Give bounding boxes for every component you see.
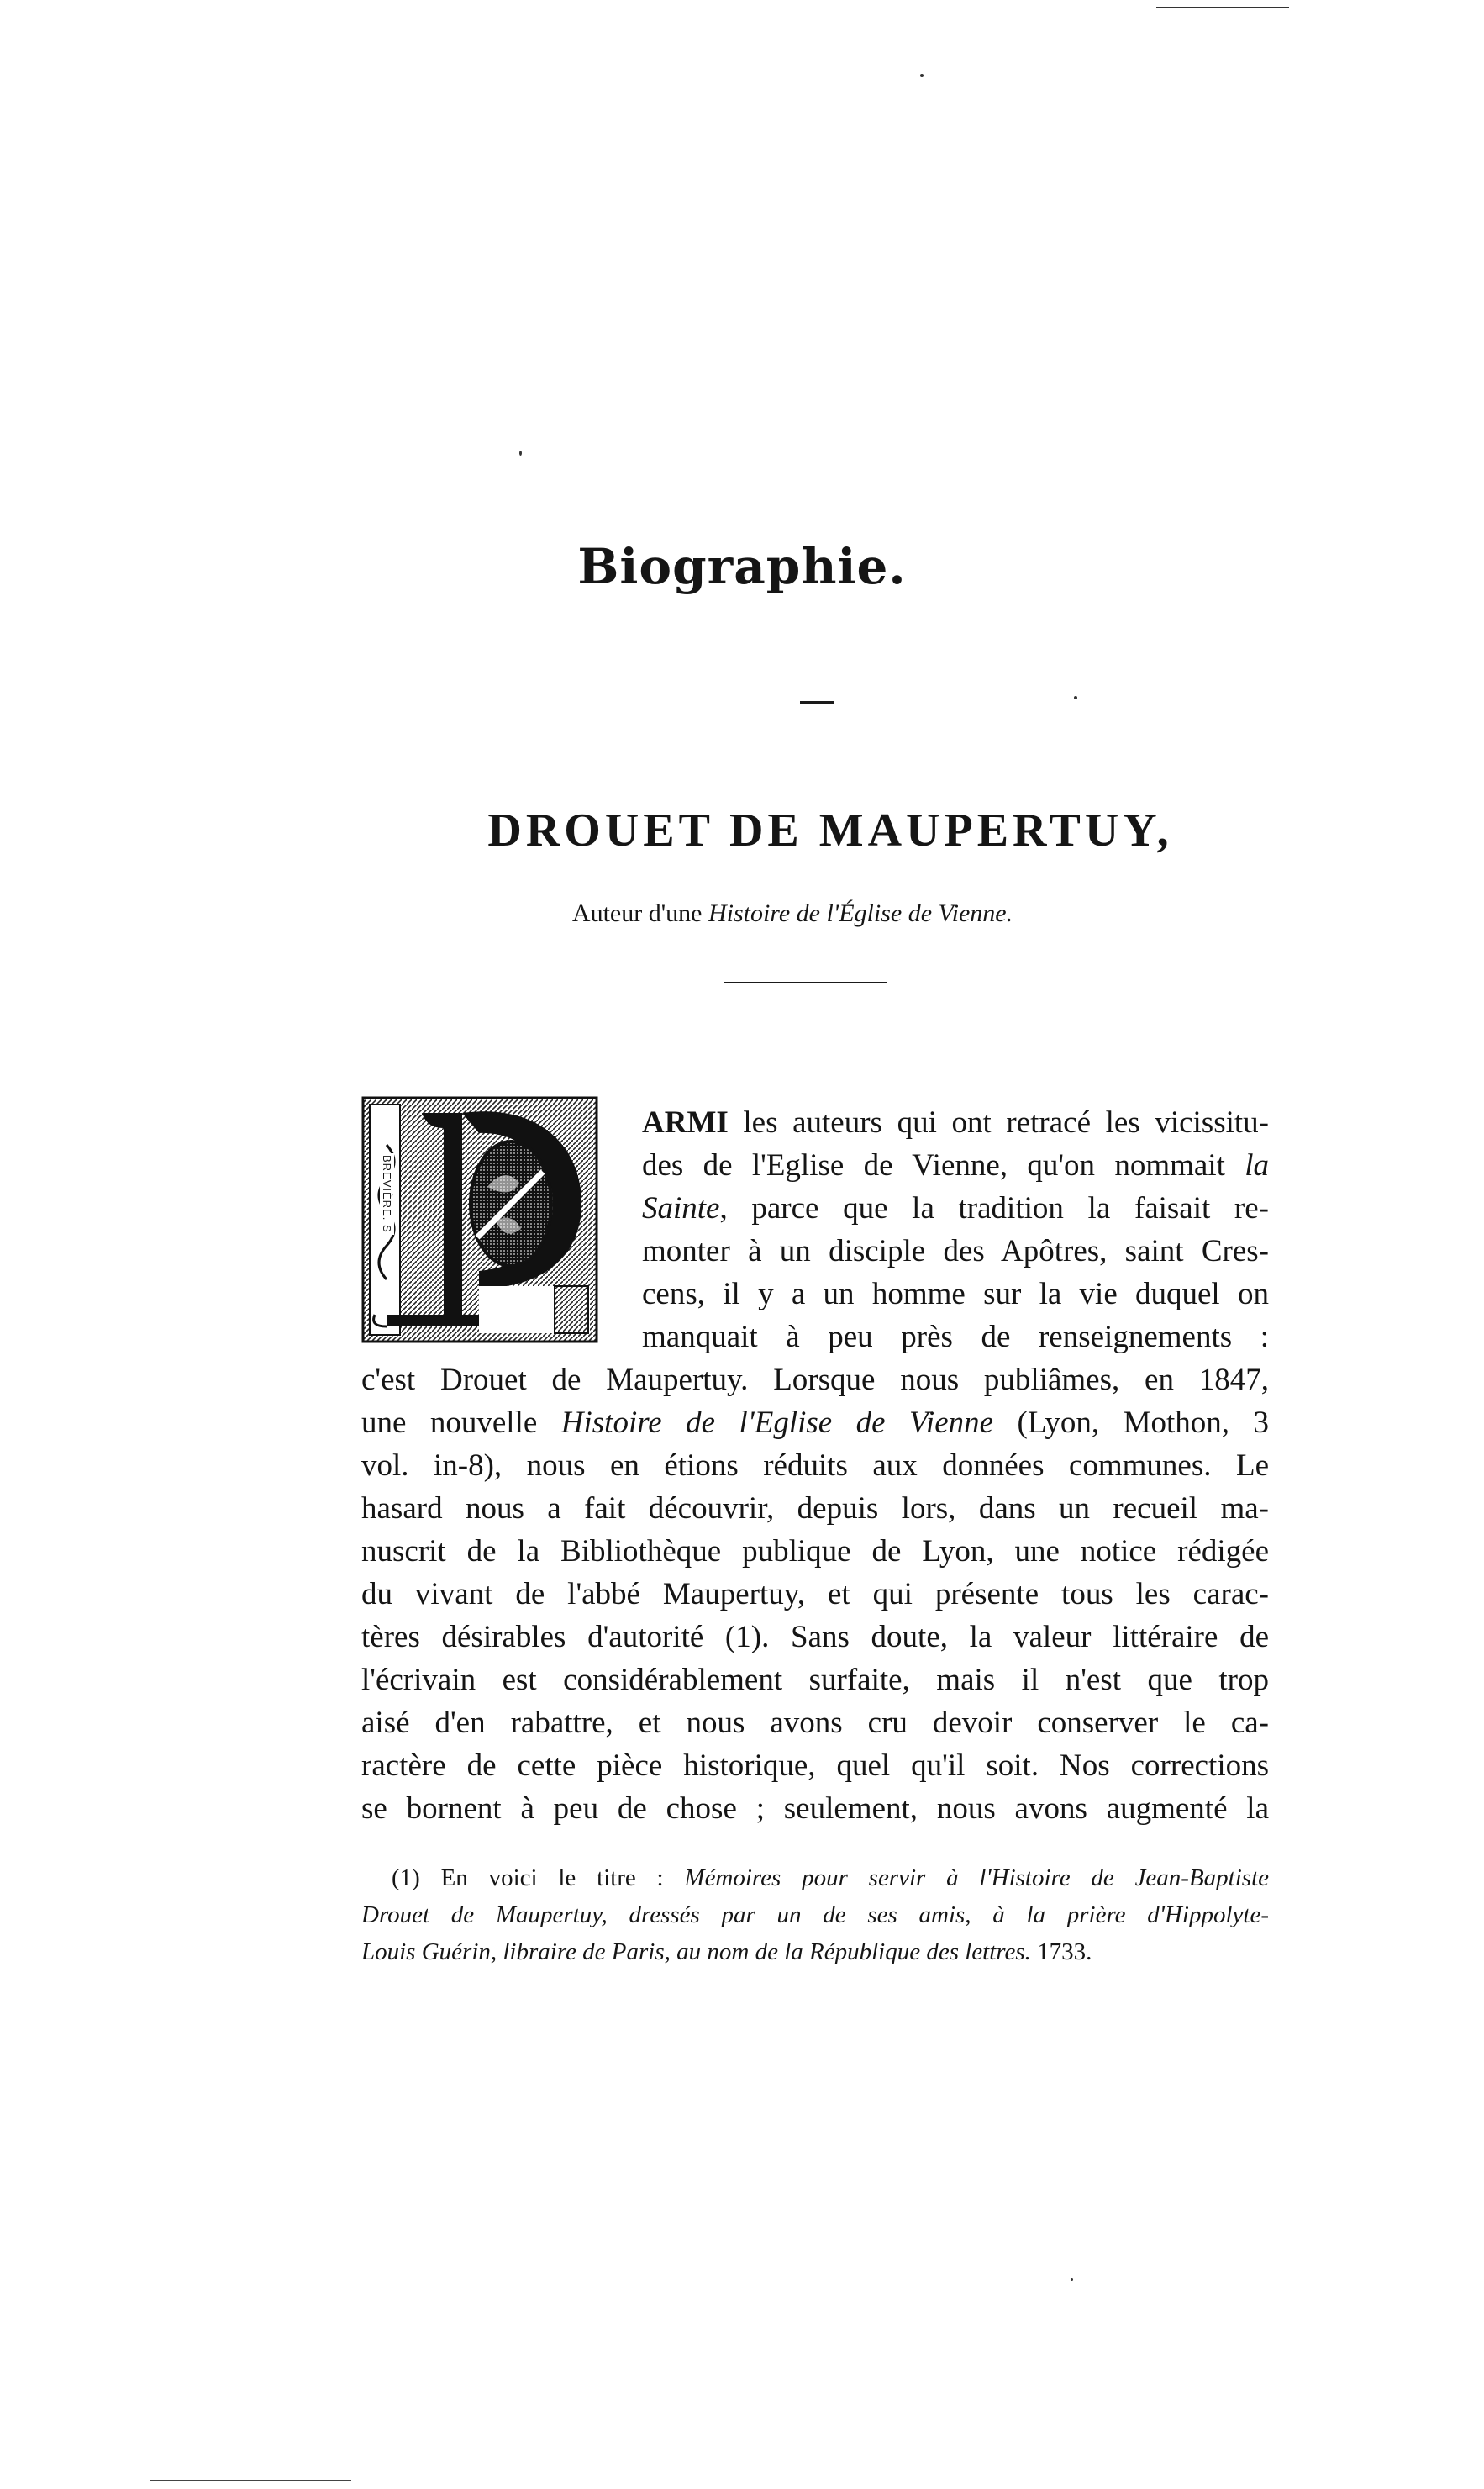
top-rule	[1156, 7, 1289, 8]
article-heading	[0, 804, 1484, 857]
body-line: manquait à peu près de renseignements :	[642, 1320, 1269, 1354]
body-line: nuscrit de la Bibliothèque publique de Lyon, une notice rédigée	[361, 1534, 1269, 1569]
body-line: tères désirables d'autorité (1). Sans doute, la valeur littéraire de	[361, 1620, 1269, 1654]
initial-ornament	[361, 1094, 598, 1347]
body-line: se bornent à peu de chose ; seulement, nous avons augmenté la	[361, 1791, 1269, 1826]
footnote-line: (1) En voici le titre : Mémoires pour servir à l'Histoire de Jean-Baptiste	[392, 1864, 1269, 1891]
subtitle-prefix: Auteur d'une	[571, 899, 708, 927]
engraver-signature: BREVIÈRE. S	[381, 1155, 393, 1233]
footnote-line: Drouet de Maupertuy, dressés par un de ses amis, à la prière d'Hippolyte-	[361, 1901, 1269, 1928]
speck-mark	[920, 74, 924, 77]
body-line: vol. in-8), nous en étions réduits aux données communes. Le	[361, 1448, 1269, 1483]
section-title: Biographie.	[577, 538, 907, 595]
body-line: l'écrivain est considérablement surfaite, mais il n'est que trop	[361, 1663, 1269, 1697]
speck-mark	[519, 451, 522, 456]
body-line: aisé d'en rabattre, et nous avons cru devoir conserver le ca-	[361, 1706, 1269, 1740]
decorated-initial	[361, 1094, 598, 1347]
subtitle-italic: Histoire de l'Église de Vienne.	[708, 899, 1013, 927]
body-line: c'est Drouet de Maupertuy. Lorsque nous publiâmes, en 1847,	[361, 1363, 1269, 1397]
speck-mark	[1074, 696, 1077, 699]
body-line: monter à un disciple des Apôtres, saint Cres-	[642, 1234, 1269, 1268]
body-line: ractère de cette pièce historique, quel qu'il soit. Nos corrections	[361, 1748, 1269, 1783]
body-line: ARMI les auteurs qui ont retracé les vicissitu-	[642, 1105, 1269, 1140]
body-line: cens, il y a un homme sur la vie duquel on	[642, 1277, 1269, 1311]
body-line: des de l'Eglise de Vienne, qu'on nommait la	[642, 1148, 1269, 1183]
body-line: du vivant de l'abbé Maupertuy, et qui présente tous les carac-	[361, 1577, 1269, 1611]
speck-mark	[1071, 2278, 1073, 2281]
heading-text: DROUET DE MAUPERTUY,	[487, 804, 1173, 857]
footnote-line: Louis Guérin, libraire de Paris, au nom de la République des lettres. 1733.	[361, 1938, 1092, 1965]
body-line: une nouvelle Histoire de l'Eglise de Vienne (Lyon, Mothon, 3	[361, 1405, 1270, 1440]
article-subtitle	[0, 899, 1484, 928]
title-dash	[800, 701, 834, 704]
body-line: hasard nous a fait découvrir, depuis lors, dans un recueil ma-	[361, 1491, 1269, 1526]
body-line: Sainte, parce que la tradition la faisait re-	[642, 1191, 1269, 1226]
separator-rule	[724, 982, 887, 983]
bottom-rule	[150, 2480, 351, 2481]
